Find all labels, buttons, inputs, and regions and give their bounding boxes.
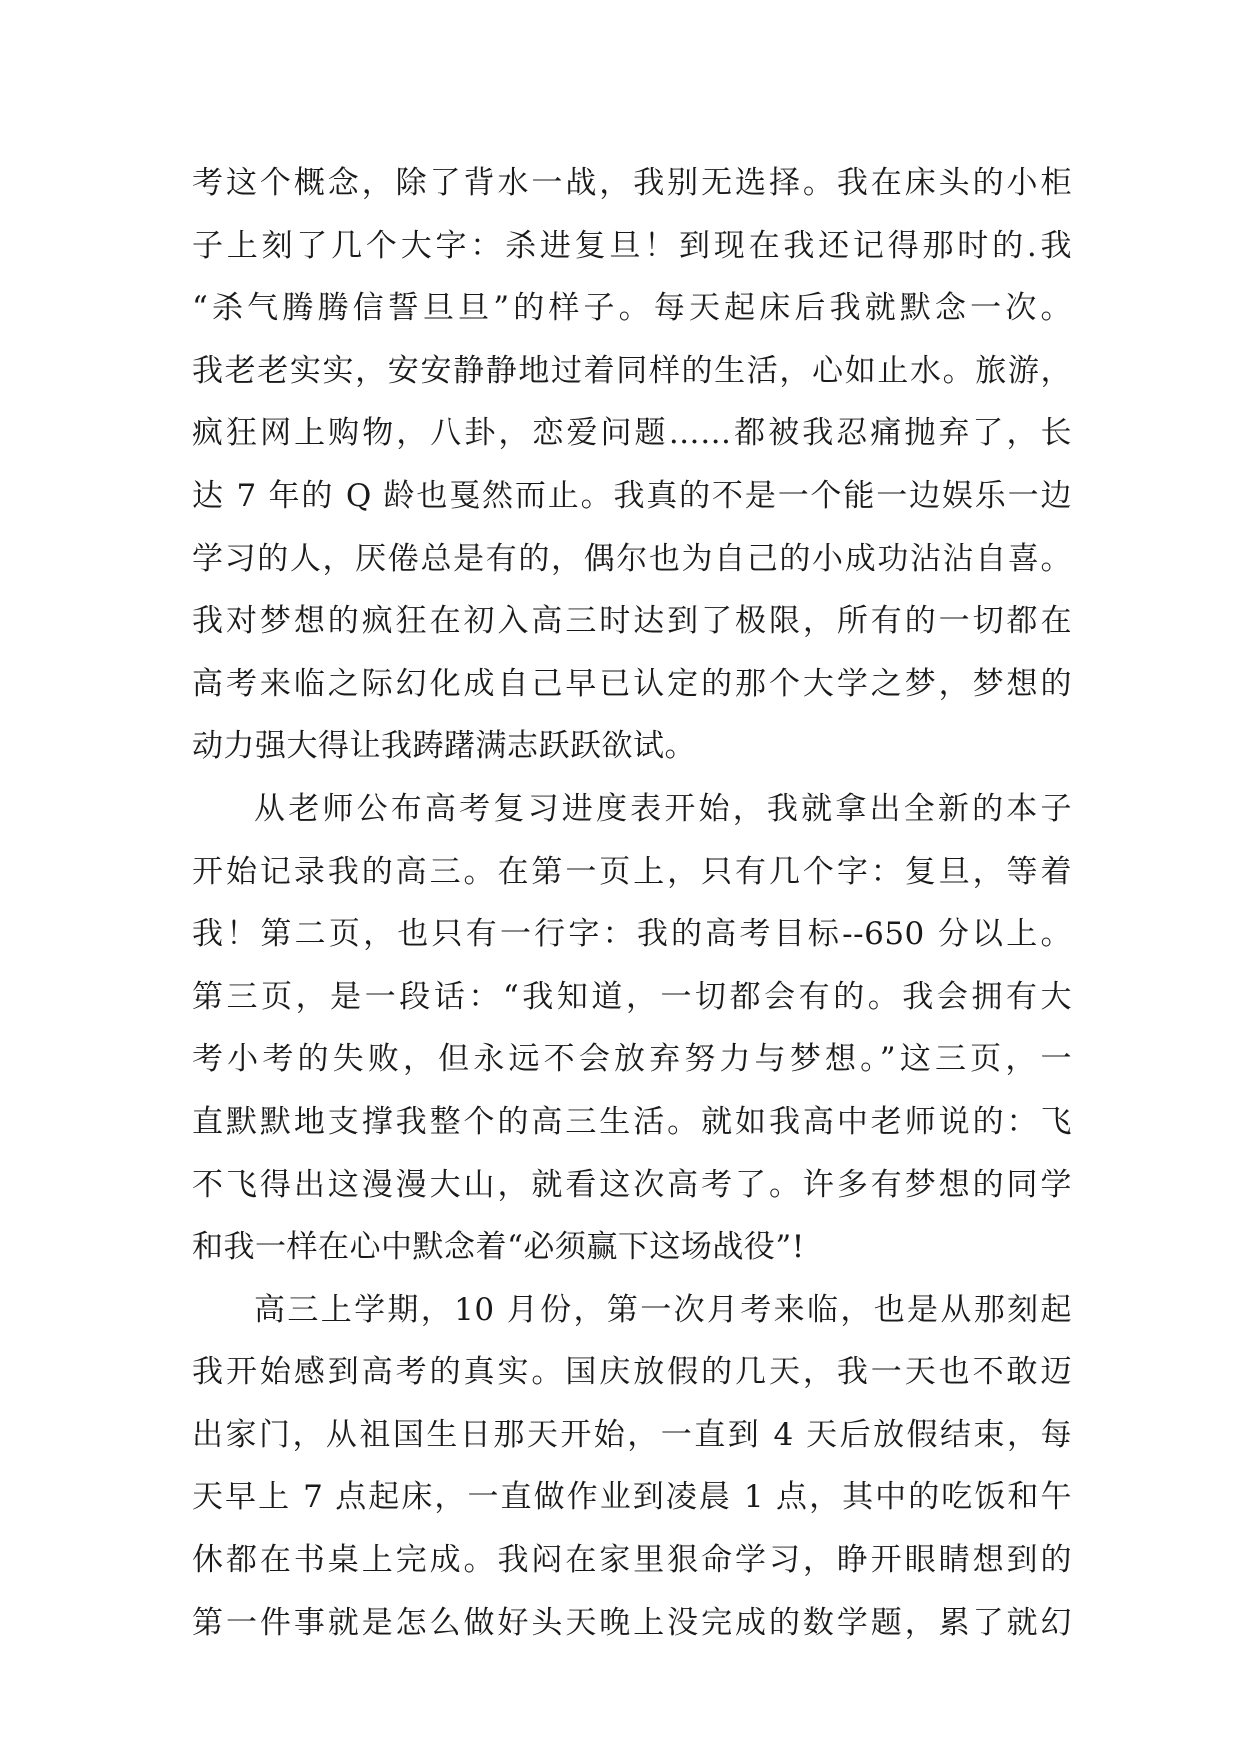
text-line: 我开始感到高考的真实。国庆放假的几天，我一天也不敢迈	[192, 1354, 1072, 1391]
body-text	[192, 152, 1072, 1654]
text-line: 我老老实实，安安静静地过着同样的生活，心如止水。旅游，	[192, 352, 1072, 389]
text-line: 和我一样在心中默念着“必须赢下这场战役”!	[192, 1229, 805, 1266]
text-line: 高考来临之际幻化成自己早已认定的那个大学之梦，梦想的	[192, 665, 1072, 702]
text-line: 从老师公布高考复习进度表开始，我就拿出全新的本子	[254, 790, 1072, 827]
text-line: 我对梦想的疯狂在初入高三时达到了极限，所有的一切都在	[192, 603, 1072, 640]
text-line: 动力强大得让我踌躇满志跃跃欲试。	[192, 728, 696, 765]
text-line: 我！第二页，也只有一行字：我的高考目标--650 分以上。	[192, 916, 1072, 953]
text-line: 天早上 7 点起床，一直做作业到凌晨 1 点，其中的吃饭和午	[192, 1479, 1072, 1516]
text-line: 子上刻了几个大字：杀进复旦！到现在我还记得那时的.我	[192, 227, 1072, 264]
text-line: 出家门，从祖国生日那天开始，一直到 4 天后放假结束，每	[192, 1416, 1072, 1453]
text-line: 达 7 年的 Q 龄也戛然而止。我真的不是一个能一边娱乐一边	[192, 477, 1072, 514]
text-line: 休都在书桌上完成。我闷在家里狠命学习，睁开眼睛想到的	[192, 1542, 1072, 1579]
text-line: 不飞得出这漫漫大山，就看这次高考了。许多有梦想的同学	[192, 1166, 1072, 1203]
text-line: 学习的人，厌倦总是有的，偶尔也为自己的小成功沾沾自喜。	[192, 540, 1072, 577]
text-line: 开始记录我的高三。在第一页上，只有几个字：复旦，等着	[192, 853, 1072, 890]
text-line: 第一件事就是怎么做好头天晚上没完成的数学题，累了就幻	[192, 1604, 1072, 1641]
text-line: 疯狂网上购物，八卦，恋爱问题……都被我忍痛抛弃了，长	[192, 415, 1072, 452]
text-line: 考这个概念，除了背水一战，我别无选择。我在床头的小柜	[192, 165, 1072, 201]
text-line: 考小考的失败，但永远不会放弃努力与梦想。”这三页，一	[192, 1041, 1072, 1078]
text-line: “杀气腾腾信誓旦旦”的样子。每天起床后我就默念一次。	[192, 290, 1072, 327]
text-line: 直默默地支撑我整个的高三生活。就如我高中老师说的：飞	[192, 1103, 1072, 1140]
text-line: 高三上学期，10 月份，第一次月考来临，也是从那刻起	[254, 1291, 1072, 1328]
text-line: 第三页，是一段话：“我知道，一切都会有的。我会拥有大	[192, 978, 1072, 1015]
